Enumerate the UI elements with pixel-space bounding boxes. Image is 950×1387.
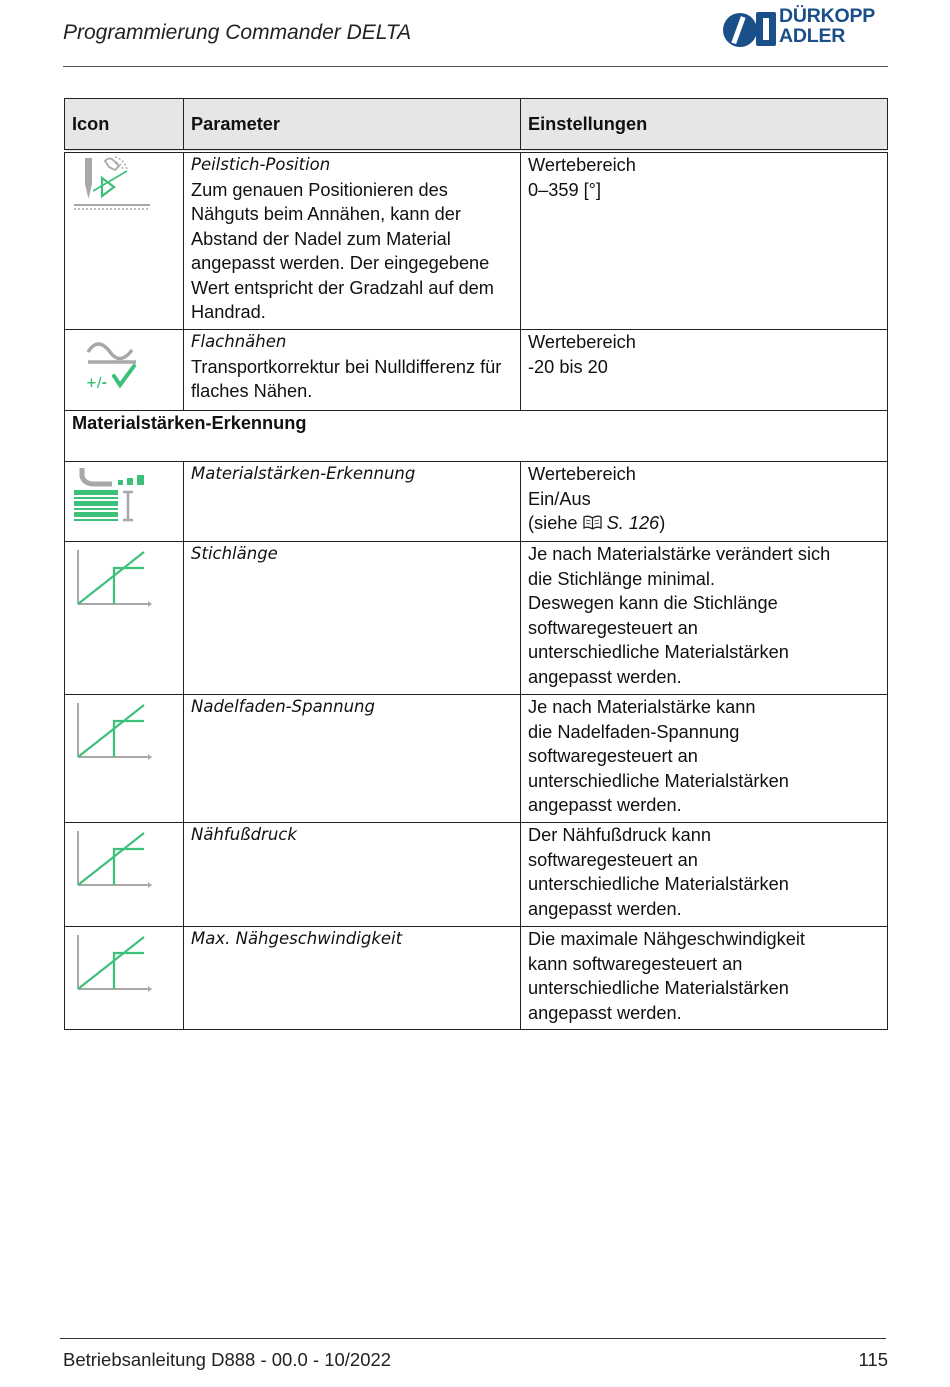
page-reference[interactable]: [528, 511, 881, 536]
icon-cell: [65, 462, 184, 542]
icon-cell: [65, 330, 184, 411]
logo-line-2: ADLER: [779, 25, 846, 47]
svg-text:+/-: +/-: [86, 376, 108, 391]
settings-cell: [521, 330, 888, 411]
settings-line: Der Nähfußdruck kann: [528, 825, 711, 845]
settings-line: Die maximale Nähgeschwindigkeit: [528, 929, 805, 949]
parameter-cell: [184, 542, 521, 695]
settings-line: Wertebereich: [528, 464, 636, 484]
settings-cell: [521, 542, 888, 695]
icon-cell: [65, 823, 184, 927]
parameter-cell: [184, 823, 521, 927]
parameter-description-line: angepasst werden. Der eingegebene: [191, 253, 490, 273]
settings-line: Wertebereich: [528, 155, 636, 175]
settings-line: unterschiedliche Materialstärken: [528, 874, 789, 894]
settings-line: Je nach Materialstärke verändert sich: [528, 544, 831, 564]
parameter-name: Flachnähen: [191, 332, 287, 351]
parameter-name: Max. Nähgeschwindigkeit: [191, 929, 403, 948]
step-graph-icon: [72, 927, 154, 995]
table-row: [65, 542, 888, 695]
settings-line: -20 bis 20: [528, 356, 608, 377]
settings-cell: [521, 695, 888, 823]
parameter-cell: [184, 462, 521, 542]
settings-line: unterschiedliche Materialstärken: [528, 770, 789, 791]
settings-line: Je nach Materialstärke kann: [528, 697, 756, 717]
reference-suffix: ): [659, 513, 666, 533]
parameter-name: Peilstich-Position: [191, 155, 331, 174]
flat-sewing-icon: [72, 330, 152, 396]
step-graph-icon: [72, 695, 154, 763]
settings-cell: [521, 927, 888, 1030]
footer-page-number: 115: [858, 1349, 888, 1370]
settings-cell: [521, 823, 888, 927]
table-row: [65, 823, 888, 927]
settings-line: angepasst werden.: [528, 1002, 682, 1023]
header-divider: [63, 66, 888, 67]
table-row: [65, 330, 888, 411]
settings-line: softwaregesteuert an: [528, 849, 698, 870]
settings-line: softwaregesteuert an: [528, 746, 698, 766]
settings-line: angepasst werden.: [528, 666, 682, 687]
column-header-settings: Einstellungen: [521, 99, 888, 152]
logo-line-1: DÜRKOPP: [779, 5, 876, 27]
parameter-cell: [184, 151, 521, 330]
table-row: [65, 462, 888, 542]
table-row: [65, 927, 888, 1030]
peilstich-needle-icon: [72, 153, 152, 215]
step-graph-icon: [72, 542, 154, 610]
parameter-description-line: Transportkorrektur bei Nulldifferenz für: [191, 356, 502, 377]
step-graph-icon: [72, 823, 154, 891]
column-header-parameter: Parameter: [184, 99, 521, 152]
settings-line: angepasst werden.: [528, 898, 682, 919]
parameter-description-line: Nähguts beim Annähen, kann der: [191, 204, 461, 224]
reference-prefix: (siehe: [528, 513, 583, 533]
parameter-table: [64, 98, 888, 1030]
settings-line: unterschiedliche Materialstärken: [528, 642, 789, 662]
parameter-description-line: Wert entspricht der Gradzahl auf dem: [191, 277, 494, 298]
table-row: [65, 151, 888, 330]
parameter-name: Stichlänge: [191, 544, 278, 563]
parameter-description-line: Zum genauen Positionieren des: [191, 179, 448, 200]
table-row: [65, 695, 888, 823]
settings-line: 0–359 [°]: [528, 179, 602, 200]
settings-cell: [521, 462, 888, 542]
footer-document-id: Betriebsanleitung D888 - 00.0 - 10/2022: [63, 1349, 392, 1370]
column-header-icon: Icon: [65, 99, 184, 152]
parameter-description-line: Abstand der Nadel zum Material: [191, 228, 451, 249]
parameter-cell: [184, 927, 521, 1030]
icon-cell: [65, 927, 184, 1030]
parameter-name: Nähfußdruck: [191, 825, 297, 844]
icon-cell: [65, 151, 184, 330]
material-thickness-detection-icon: [72, 462, 154, 528]
parameter-cell: [184, 330, 521, 411]
table-section-row: [65, 411, 888, 462]
parameter-name: Materialstärken-Erkennung: [191, 464, 416, 483]
parameter-description-line: flaches Nähen.: [191, 381, 313, 401]
table-header-row: [65, 99, 888, 152]
parameter-name: Nadelfaden-Spannung: [191, 697, 375, 716]
settings-line: die Stichlänge minimal.: [528, 568, 716, 589]
reference-page: S. 126: [606, 513, 660, 533]
duerkopp-adler-logo: [722, 6, 892, 50]
settings-line: die Nadelfaden-Spannung: [528, 721, 740, 742]
settings-line: kann softwaregesteuert an: [528, 953, 743, 974]
settings-line: angepasst werden.: [528, 795, 682, 815]
icon-cell: [65, 542, 184, 695]
settings-line: Deswegen kann die Stichlänge: [528, 593, 778, 613]
parameter-description-line: Handrad.: [191, 302, 266, 322]
settings-line: unterschiedliche Materialstärken: [528, 978, 789, 998]
settings-line: softwaregesteuert an: [528, 617, 698, 638]
logo-mark-icon: [722, 6, 778, 50]
parameter-cell: [184, 695, 521, 823]
settings-line: Ein/Aus: [528, 488, 591, 509]
section-title: Materialstärken-Erkennung: [65, 411, 888, 462]
book-icon: [583, 515, 602, 530]
footer-divider: [60, 1338, 886, 1339]
settings-cell: [521, 151, 888, 330]
settings-line: Wertebereich: [528, 332, 636, 352]
page-header-title: Programmierung Commander DELTA: [63, 21, 412, 44]
icon-cell: [65, 695, 184, 823]
